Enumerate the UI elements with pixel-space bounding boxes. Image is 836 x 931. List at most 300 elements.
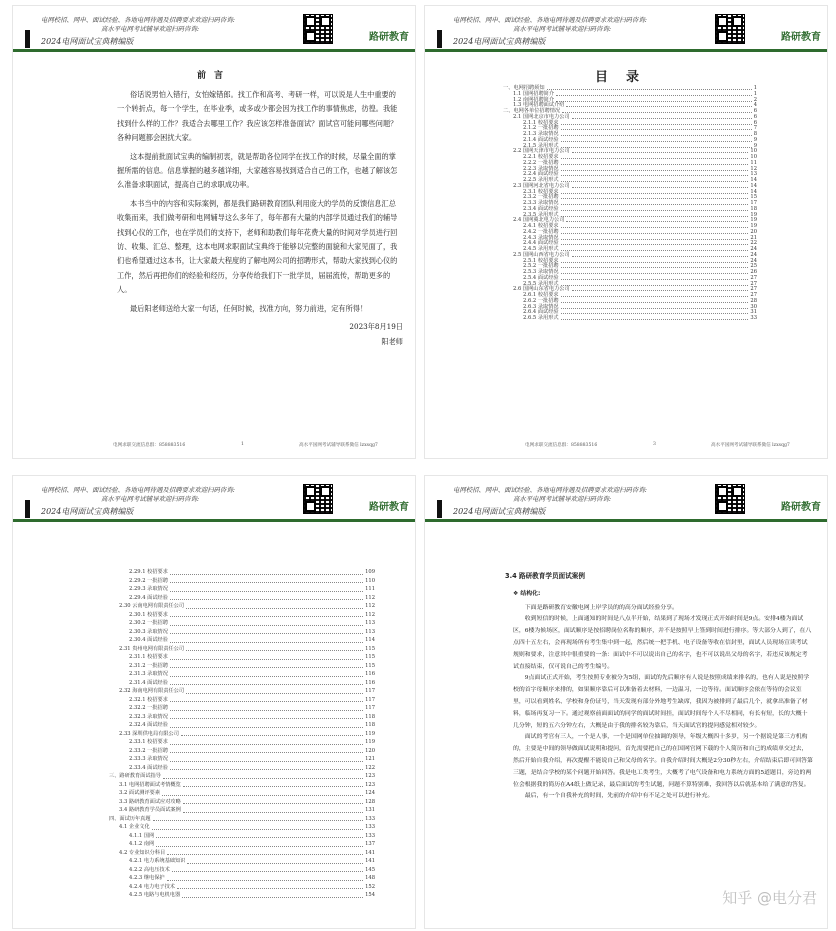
toc-leader-dots xyxy=(561,264,749,268)
toc-entry-title: 2.29.1 校招要求 xyxy=(129,569,168,575)
toc-entry-title: 2.4 国网冀北电力公司 xyxy=(513,217,565,224)
toc-leader-dots xyxy=(561,270,749,274)
subsection-label: ❖ 结构化: xyxy=(513,590,541,597)
toc-entry-title: 1.3 电网招聘面试介绍 xyxy=(513,102,565,109)
toc-entry-title: 4.2.2 高电压技术 xyxy=(129,866,170,873)
toc-entry-title: 2.4.4 面试经验 xyxy=(523,240,559,247)
toc-entry-title: 3.1 电网招聘面试考情概览 xyxy=(119,781,181,788)
toc-entry[interactable] xyxy=(109,781,375,790)
toc-leader-dots xyxy=(572,253,749,257)
toc-leader-dots xyxy=(572,184,749,188)
toc-entry-title: 2.2.5 录用形式 xyxy=(523,177,559,183)
toc-entry-title: 2.3 国网河北省电力公司 xyxy=(513,182,570,189)
slogan-line-2: 高水平电网考试辅导欢迎扫码咨询: xyxy=(101,25,200,33)
page-preface xyxy=(12,5,416,459)
toc-entry-page: 7 xyxy=(753,125,757,132)
toc-entry-title: 2.5 国网山西省电力公司 xyxy=(513,251,570,258)
toc-entry-title: 2.1.1 校招要求 xyxy=(523,119,559,126)
toc-entry-page: 31 xyxy=(750,309,757,316)
toc-entry-page: 11 xyxy=(750,159,757,166)
toc-entry-title: 2.29.4 面试经验 xyxy=(129,594,168,601)
toc-leader-dots xyxy=(170,628,363,635)
toc-leader-dots xyxy=(562,109,752,113)
toc-leader-dots xyxy=(561,247,749,251)
header-bar xyxy=(425,519,827,522)
toc-entry-page: 6 xyxy=(753,119,757,126)
toc-leader-dots xyxy=(181,730,363,737)
page-number: 1 xyxy=(241,442,244,447)
toc-entry-title: 2.30.3 录取情况 xyxy=(129,628,168,635)
toc-leader-dots xyxy=(183,781,363,788)
toc-leader-dots xyxy=(561,207,749,211)
toc-leader-dots xyxy=(561,236,749,240)
toc-entry[interactable] xyxy=(109,789,375,798)
toc-entry-page: 110 xyxy=(365,577,375,584)
toc-entry-title: 2.32.4 面试经验 xyxy=(129,722,168,728)
toc-entry-page: 10 xyxy=(750,148,757,155)
toc-entry-title: 2.2.3 录取情况 xyxy=(523,165,559,172)
toc-entry-page: 145 xyxy=(365,866,375,873)
toc-leader-dots xyxy=(561,155,749,159)
toc-leader-dots xyxy=(170,670,363,677)
toc-entry[interactable] xyxy=(109,772,375,781)
toc-entry-title: 2.3.1 校招要求 xyxy=(523,188,559,195)
toc-entry-page: 133 xyxy=(365,824,375,830)
toc-leader-dots xyxy=(561,121,752,125)
toc-entry-title: 2.5.3 录取情况 xyxy=(523,269,559,275)
toc-entry[interactable] xyxy=(109,628,375,637)
toc-entry[interactable] xyxy=(109,653,375,662)
book-title: 2024电网面试宝典精编版 xyxy=(453,37,546,46)
header-mark xyxy=(437,500,442,518)
toc-entry[interactable] xyxy=(109,679,375,688)
toc-entry-title: 三、路研教育面试指导 xyxy=(109,773,161,779)
header-bar xyxy=(13,49,415,52)
header-mark xyxy=(437,30,442,48)
toc-entry-page: 112 xyxy=(365,603,375,609)
toc-leader-dots xyxy=(561,126,752,130)
toc-entry[interactable] xyxy=(109,585,375,594)
toc-entry[interactable] xyxy=(109,713,375,722)
toc-entry-title: 4.1.2 南网 xyxy=(129,841,155,847)
toc-entry-page: 27 xyxy=(750,274,757,281)
toc-entry-title: 2.2.2 一批招聘 xyxy=(523,159,559,166)
toc-entry-page: 24 xyxy=(750,246,757,252)
toc-entry-page: 133 xyxy=(365,815,375,822)
toc-entry-title: 2.6.4 面试经验 xyxy=(523,309,559,316)
case-paragraph: 面试的考官有三人，一个是人事，一个是国网单位抽调的领导，年级大概四十多岁，另一个据说是第三方机构的，主要是中间的领导做面试说明和提问，首先需要把自己的在国网官网下载的个人简历和自己的成绩单交过去，然后开始自我介绍，再次提醒不能说自己和父母的名字。自我介绍时间大概是2分30秒左右，介绍结束后即可回答第三题，是结合学校的某个问题开始回答。我是电工类考生，大概考了电气设备和电力系统方面的5道题目，旁边的两位会根据我的简历在A4纸上做记录，最后面试的考生试题，问题不算特别难，我回答以后就基本给了满意的答复。 xyxy=(513,734,813,788)
qr-code-icon xyxy=(715,14,745,44)
page-contents-continued xyxy=(12,475,416,929)
toc-entry[interactable] xyxy=(503,316,757,322)
toc-entry-title: 四、面试历年真题 xyxy=(109,815,151,822)
toc-entry[interactable] xyxy=(109,840,375,849)
toc-entry-title: 2.3.3 录取情况 xyxy=(523,200,559,206)
toc-entry-title: 3.4 路研教育学员面试案例 xyxy=(119,807,181,813)
toc-entry-title: 2.3.2 一批招聘 xyxy=(523,194,559,201)
toc-entry-page: 10 xyxy=(750,154,757,160)
footer-left: 电网求职交流信息群：858883516 xyxy=(113,443,186,448)
toc-entry-title: 2.31.3 录取情况 xyxy=(129,671,168,677)
toc-entry-page: 25 xyxy=(750,263,757,270)
toc-entry-page: 113 xyxy=(365,628,375,635)
toc-leader-dots xyxy=(561,201,749,205)
qr-code-icon xyxy=(303,14,333,44)
toc-entry-title: 2.2.1 校招要求 xyxy=(523,154,559,160)
toc-entry[interactable] xyxy=(109,849,375,858)
toc-entry-page: 133 xyxy=(365,832,375,839)
toc-entry-page: 120 xyxy=(365,747,375,754)
toc-entry-title: 2.31 贵州电网有限责任公司 xyxy=(119,645,185,652)
page-contents xyxy=(424,5,828,459)
toc-leader-dots xyxy=(170,653,363,660)
toc-leader-dots xyxy=(572,287,749,291)
toc-entry-title: 4.1 企业文化 xyxy=(119,824,150,830)
toc-entry-page: 21 xyxy=(750,234,757,241)
toc-entry-page: 119 xyxy=(365,730,375,737)
toc-entry-title: 2.30.2 一批招聘 xyxy=(129,620,168,626)
toc-leader-dots xyxy=(170,747,363,754)
toc-leader-dots xyxy=(170,594,363,601)
toc-entry-title: 2.4.1 校招要求 xyxy=(523,223,559,229)
toc-entry-title: 2.31.4 面试经验 xyxy=(129,679,168,686)
toc-entry-page: 14 xyxy=(750,182,757,189)
toc-entry-page: 14 xyxy=(750,177,757,183)
toc-entry-title: 4.2 专业知识分科目 xyxy=(119,849,166,856)
toc-entry-title: 2.1.3 录取情况 xyxy=(523,131,559,137)
toc-entry-title: 2.5.2 一批招聘 xyxy=(523,263,559,270)
toc-entry-page: 141 xyxy=(365,858,375,864)
toc-leader-dots xyxy=(561,282,749,286)
toc-entry-title: 2.32.3 录取情况 xyxy=(129,713,168,720)
toc-leader-dots xyxy=(170,585,363,592)
toc-leader-dots xyxy=(556,98,752,102)
toc-entry-page: 27 xyxy=(750,280,757,287)
toc-entry-page: 118 xyxy=(365,722,375,728)
slogan-line-2: 高水平电网考试辅导欢迎扫码咨询: xyxy=(513,495,612,503)
toc-entry-title: 2.4.2 一批招聘 xyxy=(523,228,559,235)
toc-entry-page: 6 xyxy=(753,113,757,120)
toc-leader-dots xyxy=(182,891,363,898)
toc-entry-page: 137 xyxy=(365,841,375,847)
page-header xyxy=(425,476,827,522)
case-paragraph: 收到短信的时候，上面通知的时间是八点半开始，结果到了现场才发现正式开始时间是9点。安排4楼为面试区，6楼为候场区，面试顺序是按招聘岗位名称的顺序，并不是按照早上签到时间进行排序。等大部分人到了，在八点四十五左右，会再现场所有考生集中到一起，然后统一把手机、电子设备等收在信封里，面试人员现场宣读考试规则和要求，注意其中很重要的一条：面试中不可以说出自己的名字，也不可以说出父母的名字，若违反该规定考试直接结束，仅可说自己的考生编号。 xyxy=(513,616,812,670)
toc-entry-title: 2.6.5 录用形式 xyxy=(523,315,559,321)
toc-entry[interactable] xyxy=(109,857,375,866)
toc-entry-page: 112 xyxy=(365,594,375,601)
toc-entry[interactable] xyxy=(109,874,375,883)
toc-leader-dots xyxy=(170,721,363,728)
toc-leader-dots xyxy=(561,172,749,176)
toc-entry-page: 112 xyxy=(365,611,375,618)
toc-leader-dots xyxy=(170,568,363,575)
toc-leader-dots xyxy=(572,149,749,153)
toc-leader-dots xyxy=(561,259,749,263)
toc-leader-dots xyxy=(172,866,363,873)
toc-leader-dots xyxy=(152,823,363,830)
book-title: 2024电网面试宝典精编版 xyxy=(453,507,546,516)
toc-leader-dots xyxy=(566,218,748,222)
toc-entry-title: 2.30.1 校招要求 xyxy=(129,611,168,618)
toc-entry-page: 27 xyxy=(750,286,757,293)
page-number: 3 xyxy=(653,442,656,447)
toc-entry[interactable] xyxy=(109,645,375,654)
toc-entry-page: 121 xyxy=(365,756,375,762)
toc-entry-page: 115 xyxy=(365,645,375,652)
preface-paragraph: 最后阳老师送给大家一句话，任何时候，找准方向，努力前进，定有所得！ xyxy=(129,303,368,313)
toc-leader-dots xyxy=(156,832,363,839)
toc-entry-title: 2.3.5 录用形式 xyxy=(523,211,559,218)
toc-leader-dots xyxy=(167,849,363,856)
slogan-line-1: 电网校招、网申、面试经验、各地电网待遇及招聘要求欢迎扫码咨询: xyxy=(453,16,647,24)
toc-entry[interactable] xyxy=(109,577,375,586)
toc-entry-title: 2.29.2 一批招聘 xyxy=(129,577,168,584)
toc-entry-page: 24 xyxy=(750,257,757,264)
toc-leader-dots xyxy=(177,883,363,890)
toc-entry[interactable] xyxy=(109,883,375,892)
toc-entry[interactable] xyxy=(109,764,375,773)
toc-leader-dots xyxy=(187,857,363,864)
toc-leader-dots xyxy=(556,92,752,96)
toc-entry-page: 123 xyxy=(365,781,375,788)
preface-paragraph: 这本提前批面试宝典的编制初衷，就是帮助各位同学在找工作的时候，尽量全面的掌握所需的信息。信息掌握的越多越详细，大家越容易找到适合自己的工作，也越了解该怎么准备求职面试，提高自己的求职成功率。 xyxy=(117,151,398,190)
toc-entry-title: 2.2.4 面试经验 xyxy=(523,171,559,178)
toc-entry-page: 152 xyxy=(365,883,375,890)
toc-entry[interactable] xyxy=(109,611,375,620)
toc-entry-page: 141 xyxy=(365,849,375,856)
footer-left: 电网求职交流信息群：858883516 xyxy=(525,443,598,448)
toc-entry[interactable] xyxy=(109,636,375,645)
toc-entry-page: 124 xyxy=(365,790,375,796)
toc-entry-page: 116 xyxy=(365,671,375,677)
toc-leader-dots xyxy=(547,86,752,90)
preface-paragraph: 俗话说男怕入错行，女怕嫁错郎。找工作和高考、考研一样，可以说是人生中重要的一个转折点，每一个学生，在毕业季，或多或少都会因为找工作的事情焦虑，彷徨。我能找到什么样的工作？我适合去哪里工作？我应该怎样准备面试？面试官可能问哪些问题？各种问题都会困扰大家。 xyxy=(117,90,398,143)
header-mark xyxy=(25,30,30,48)
toc-entry-page: 17 xyxy=(750,200,757,206)
toc-entry-title: 3.3 路研教育面试应对攻略 xyxy=(119,798,181,805)
toc-entry[interactable] xyxy=(109,594,375,603)
toc-entry[interactable] xyxy=(109,662,375,671)
toc-entry-page: 6 xyxy=(753,108,757,114)
toc-entry-title: 4.2.4 电力电子技术 xyxy=(129,883,175,890)
toc-entry[interactable] xyxy=(109,738,375,747)
toc-entry-page: 22 xyxy=(750,240,757,247)
toc-entry[interactable] xyxy=(109,602,375,611)
toc-entry-page: 14 xyxy=(750,188,757,195)
page-header xyxy=(425,6,827,52)
toc-entry-page: 19 xyxy=(750,217,757,224)
preface-signature: 阳老师 xyxy=(381,336,403,346)
toc-entry[interactable] xyxy=(109,806,375,815)
toc-entry-title: 2.33.2 一批招聘 xyxy=(129,747,168,754)
toc-entry-title: 2.5.1 校招要求 xyxy=(523,257,559,264)
toc-entry-page: 111 xyxy=(365,586,375,592)
toc-leader-dots xyxy=(186,687,363,694)
page-footer xyxy=(13,442,415,452)
toc-entry-page: 19 xyxy=(750,211,757,218)
toc-entry-title: 2.1 国网北京市电力公司 xyxy=(513,113,570,120)
toc-leader-dots xyxy=(170,713,363,720)
toc-entry-title: 2.32.1 校招要求 xyxy=(129,696,168,703)
toc-leader-dots xyxy=(163,772,363,779)
toc-leader-dots xyxy=(170,619,363,626)
preface-body xyxy=(117,88,403,349)
toc-entry-title: 2.32.2 一批招聘 xyxy=(129,705,168,711)
toc-leader-dots xyxy=(561,161,749,165)
toc-entry[interactable] xyxy=(109,670,375,679)
toc-entry-page: 12 xyxy=(750,165,757,172)
toc-entry-title: 2.33 深圳供电局有限公司 xyxy=(119,730,179,737)
toc-leader-dots xyxy=(561,213,749,217)
toc-entry-page: 148 xyxy=(365,875,375,881)
case-body xyxy=(505,571,813,803)
toc-entry-page: 1 xyxy=(753,90,757,97)
brand-name: 路研教育 xyxy=(369,502,409,513)
toc-entry-page: 15 xyxy=(750,194,757,201)
toc-leader-dots xyxy=(186,645,363,652)
toc-entry[interactable] xyxy=(109,619,375,628)
toc-entry-title: 2.32 海南电网有限责任公司 xyxy=(119,688,185,694)
slogan-line-1: 电网校招、网申、面试经验、各地电网待遇及招聘要求欢迎扫码咨询: xyxy=(41,16,235,24)
header-slogan xyxy=(41,16,301,34)
toc-entry[interactable] xyxy=(109,798,375,807)
toc-entry[interactable] xyxy=(109,687,375,696)
table-of-contents xyxy=(109,568,375,900)
page-interview-case xyxy=(424,475,828,929)
toc-entry-page: 4 xyxy=(753,102,757,109)
toc-entry-title: 2.2 国网天津市电力公司 xyxy=(513,148,570,155)
toc-leader-dots xyxy=(183,806,363,813)
toc-entry-title: 2.1.4 面试经验 xyxy=(523,136,559,143)
qr-code-icon xyxy=(715,484,745,514)
toc-entry-page: 20 xyxy=(750,228,757,235)
toc-entry-page: 115 xyxy=(365,662,375,669)
toc-entry-page: 128 xyxy=(365,798,375,805)
toc-entry-title: 2.31.2 一批招聘 xyxy=(129,662,168,669)
toc-entry-title: 2.33.1 校招要求 xyxy=(129,739,168,745)
toc-entry[interactable] xyxy=(109,823,375,832)
toc-entry-page: 9 xyxy=(753,136,757,143)
toc-leader-dots xyxy=(561,178,749,182)
toc-leader-dots xyxy=(170,611,363,618)
toc-entry[interactable] xyxy=(109,815,375,824)
toc-entry-page: 30 xyxy=(750,303,757,310)
toc-leader-dots xyxy=(561,293,749,297)
toc-entry-page: 117 xyxy=(365,696,375,703)
toc-leader-dots xyxy=(170,679,363,686)
brand-name: 路研教育 xyxy=(781,502,821,513)
book-title: 2024电网面试宝典精编版 xyxy=(41,507,134,516)
toc-entry[interactable] xyxy=(109,721,375,730)
contents-title: 目录 xyxy=(594,70,657,85)
brand-name: 路研教育 xyxy=(781,32,821,43)
toc-entry[interactable] xyxy=(109,866,375,875)
toc-entry-page: 116 xyxy=(365,679,375,686)
toc-entry[interactable] xyxy=(109,696,375,705)
toc-entry-page: 28 xyxy=(750,297,757,304)
toc-leader-dots xyxy=(561,305,749,309)
toc-entry-title: 一、电网招聘须知 xyxy=(503,85,545,91)
toc-entry[interactable] xyxy=(109,891,375,900)
toc-entry[interactable] xyxy=(109,832,375,841)
toc-entry-page: 8 xyxy=(753,131,757,137)
toc-leader-dots xyxy=(170,696,363,703)
toc-leader-dots xyxy=(170,704,363,711)
toc-leader-dots xyxy=(170,755,363,762)
toc-entry-page: 117 xyxy=(365,688,375,694)
toc-entry-title: 2.4.5 录用形式 xyxy=(523,246,559,252)
toc-leader-dots xyxy=(561,195,749,199)
toc-leader-dots xyxy=(170,577,363,584)
toc-entry-title: 2.3.4 面试经验 xyxy=(523,205,559,212)
toc-entry-title: 2.1.2 一批招聘 xyxy=(523,125,559,132)
toc-leader-dots xyxy=(561,132,752,136)
toc-leader-dots xyxy=(156,840,363,847)
toc-leader-dots xyxy=(170,662,363,669)
watermark: 知乎 @电分君 xyxy=(722,889,817,907)
toc-entry-title: 4.2.1 电力系统基础知识 xyxy=(129,858,186,864)
toc-entry-page: 2 xyxy=(753,96,757,103)
toc-entry-title: 2.6.3 录取情况 xyxy=(523,303,559,310)
toc-entry-title: 4.1.1 国网 xyxy=(129,832,155,839)
section-heading: 3.4 路研教育学员面试案例 xyxy=(505,572,585,580)
toc-leader-dots xyxy=(561,230,749,234)
toc-leader-dots xyxy=(561,190,749,194)
toc-entry[interactable] xyxy=(109,747,375,756)
toc-entry-page: 118 xyxy=(365,713,375,720)
toc-entry-title: 4.2.5 电路与电机电器 xyxy=(129,892,181,898)
toc-leader-dots xyxy=(561,138,752,142)
case-paragraph: 最后，有一个自我补充的时间，先前的介绍中有不足之处可以进行补充。 xyxy=(524,793,714,800)
toc-entry[interactable] xyxy=(109,704,375,713)
toc-entry-page: 19 xyxy=(750,223,757,229)
slogan-line-2: 高水平电网考试辅导欢迎扫码咨询: xyxy=(101,495,200,503)
toc-leader-dots xyxy=(183,798,363,805)
brand-name: 路研教育 xyxy=(369,32,409,43)
preface-date: 2023年8月19日 xyxy=(349,322,403,332)
toc-entry-title: 2.5.5 录用形式 xyxy=(523,280,559,287)
toc-leader-dots xyxy=(561,276,749,280)
toc-leader-dots xyxy=(170,636,363,643)
toc-entry[interactable] xyxy=(109,755,375,764)
toc-entry-title: 4.2.3 继电保护 xyxy=(129,875,165,881)
case-paragraph: 9点面试正式开始，考生按照专业被分为5组，面试的先后顺序有人说是按照成绩来排名的，也有人说是按照学校的首字母顺序来排的，如果顺序靠后可以准备着去材料，一边温习，一边等待。面试顺序会依在等待的会议室里，可以看到姓名、学校和身份证号，当天发现有部分外地考生缺席，我因为被排到了最后几个，就拿出准备了材料，临场再复习一下。通过观察前面面试的同学的面试时间挂，面试时间每个人不尽相同，有长有短，长的大概十几分钟，短的五六分钟左右，大概是由于我的排名较为靠后，当天面试官的提问感觉相对较少。 xyxy=(513,675,810,729)
toc-entry[interactable] xyxy=(109,730,375,739)
slogan-line-1: 电网校招、网申、面试经验、各地电网待遇及招聘要求欢迎扫码咨询: xyxy=(453,486,647,494)
toc-entry-page: 18 xyxy=(750,205,757,212)
toc-leader-dots xyxy=(162,789,363,796)
toc-entry-page: 119 xyxy=(365,739,375,745)
toc-entry-page: 26 xyxy=(750,269,757,275)
toc-entry-page: 27 xyxy=(750,292,757,298)
page-footer xyxy=(425,442,827,452)
toc-leader-dots xyxy=(561,299,749,303)
header-bar xyxy=(425,49,827,52)
toc-entry-title: 2.5.4 面试经验 xyxy=(523,274,559,281)
toc-entry-title: 2.30 云南电网有限责任公司 xyxy=(119,603,185,609)
toc-leader-dots xyxy=(561,310,749,314)
toc-entry-title: 2.1.5 录用形式 xyxy=(523,142,559,149)
toc-entry-page: 114 xyxy=(365,637,375,643)
toc-entry[interactable] xyxy=(109,568,375,577)
toc-entry-page: 117 xyxy=(365,705,375,711)
header-mark xyxy=(25,500,30,518)
toc-leader-dots xyxy=(561,144,752,148)
toc-leader-dots xyxy=(186,602,363,609)
header-slogan xyxy=(41,486,301,504)
toc-leader-dots xyxy=(572,115,752,119)
toc-leader-dots xyxy=(561,167,749,171)
